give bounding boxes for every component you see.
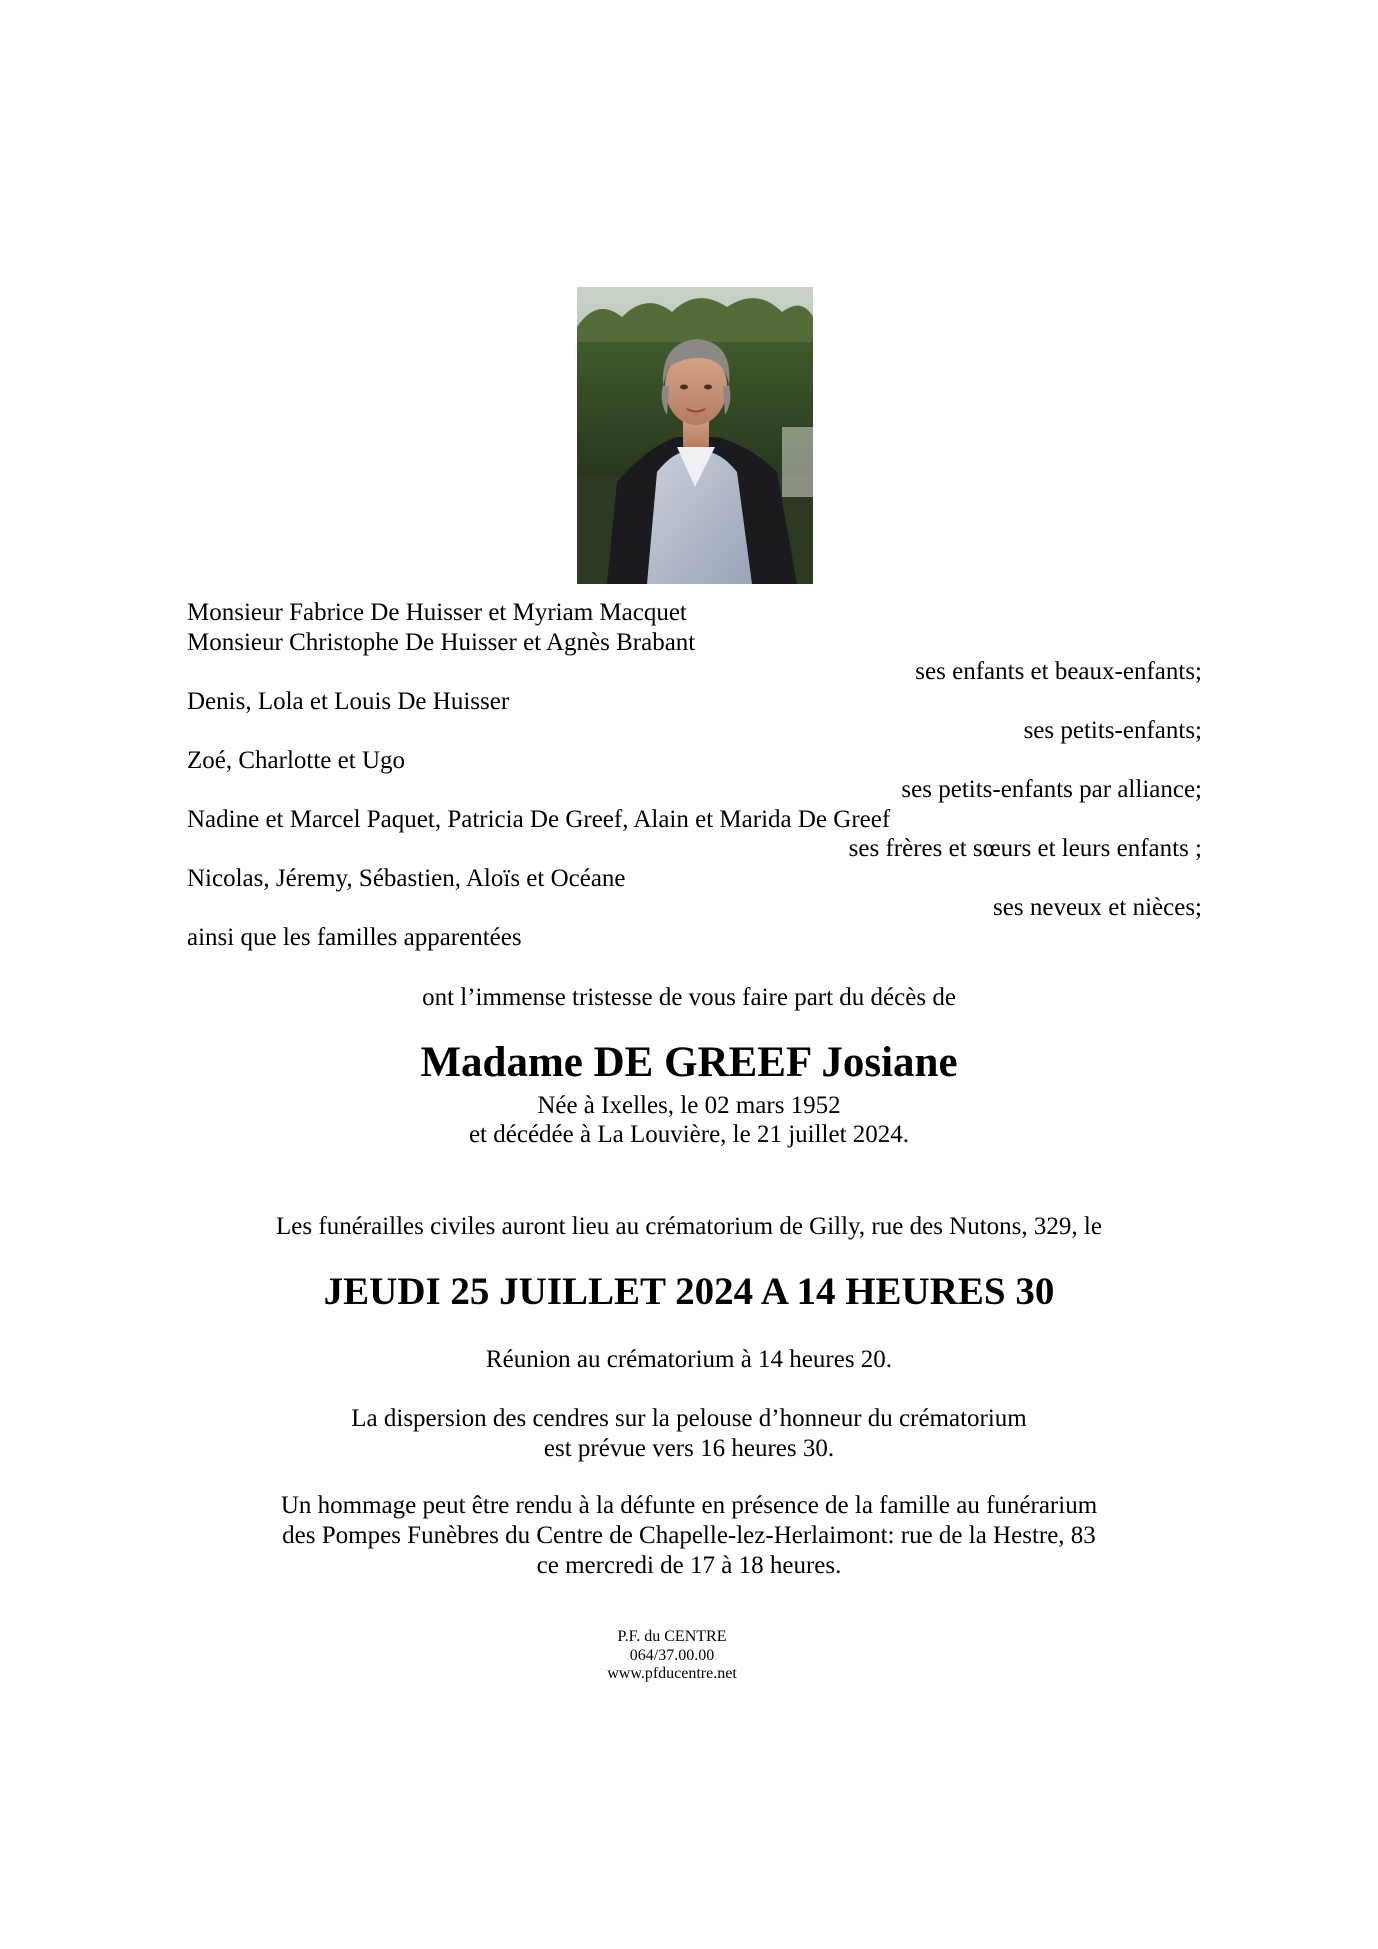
tribute-line: Un hommage peut être rendu à la défunte en présence de la famille au funérarium bbox=[280, 1492, 1098, 1519]
family-line: Nadine et Marcel Paquet, Patricia De Greef, Alain et Marida De Greef bbox=[187, 805, 891, 833]
family-relation: ses enfants et beaux-enfants; bbox=[915, 658, 1202, 685]
family-line: Zoé, Charlotte et Ugo bbox=[187, 746, 405, 774]
family-relation: ses neveux et nièces; bbox=[993, 894, 1202, 921]
funeral-home-name: P.F. du CENTRE bbox=[617, 1628, 727, 1645]
meeting-time: Réunion au crématorium à 14 heures 20. bbox=[485, 1346, 893, 1373]
portrait-photo-icon bbox=[577, 287, 813, 584]
family-line: Denis, Lola et Louis De Huisser bbox=[187, 687, 510, 715]
birth-death-dates bbox=[0, 1091, 1378, 1149]
death-line: et décédée à La Louvière, le 21 juillet 2024. bbox=[468, 1121, 910, 1148]
dispersion-line: est prévue vers 16 heures 30. bbox=[543, 1435, 835, 1462]
family-relation: ses petits-enfants par alliance; bbox=[901, 776, 1202, 803]
ceremony-datetime: JEUDI 25 JUILLET 2024 A 14 HEURES 30 bbox=[323, 1270, 1055, 1313]
family-line: Monsieur Christophe De Huisser et Agnès Brabant bbox=[187, 628, 696, 656]
birth-line: Née à Ixelles, le 02 mars 1952 bbox=[537, 1092, 841, 1119]
tribute-line: ce mercredi de 17 à 18 heures. bbox=[536, 1552, 842, 1579]
family-relation: ses petits-enfants; bbox=[1023, 717, 1202, 744]
ceremony-location: Les funérailles civiles auront lieu au crématorium de Gilly, rue des Nutons, 329, le bbox=[276, 1213, 1102, 1240]
funeral-home-footer bbox=[0, 1628, 1378, 1684]
ash-dispersion bbox=[0, 1404, 1378, 1464]
family-line: Nicolas, Jéremy, Sébastien, Aloïs et Océane bbox=[187, 864, 626, 892]
funeral-home-phone: 064/37.00.00 bbox=[629, 1646, 715, 1664]
family-relation: ses frères et sœurs et leurs enfants ; bbox=[848, 835, 1202, 862]
tribute-info bbox=[0, 1491, 1378, 1581]
funeral-home-website: www.pfducentre.net bbox=[607, 1665, 737, 1682]
family-list bbox=[187, 598, 1202, 952]
announcement-intro: ont l’immense tristesse de vous faire part du décès de bbox=[422, 984, 956, 1011]
deceased-name: Madame DE GREEF Josiane bbox=[420, 1039, 958, 1086]
portrait-photo bbox=[577, 287, 813, 584]
family-line: Monsieur Fabrice De Huisser et Myriam Macquet bbox=[187, 599, 687, 626]
tribute-line: des Pompes Funèbres du Centre de Chapelle-lez-Herlaimont: rue de la Hestre, 83 bbox=[282, 1522, 1096, 1549]
dispersion-line: La dispersion des cendres sur la pelouse d’honneur du crématorium bbox=[351, 1405, 1027, 1432]
family-line: ainsi que les familles apparentées bbox=[187, 923, 522, 951]
